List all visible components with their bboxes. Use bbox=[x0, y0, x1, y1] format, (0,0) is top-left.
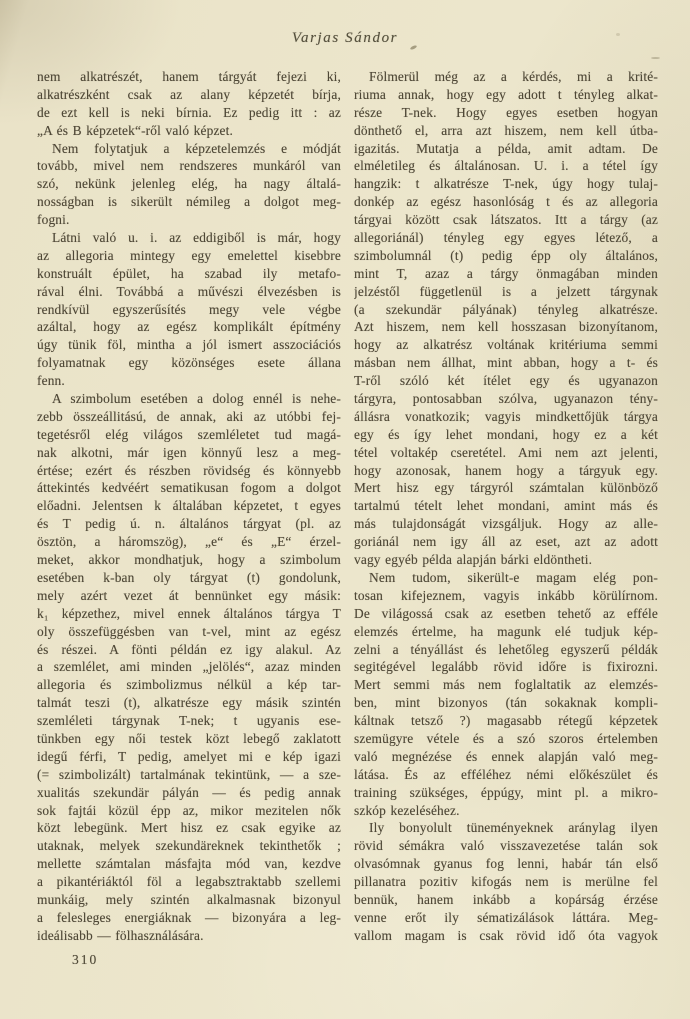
text-line: a szemlélet, ami minden „jelölés“, azaz minden bbox=[37, 659, 341, 675]
text-line: azáltal, hogy az egész komplikált építmény bbox=[37, 319, 341, 335]
paragraph bbox=[37, 140, 341, 229]
text-line: szimbolumnál (t) pedig épp oly általános, bbox=[354, 247, 658, 263]
text-line: Látni való u. i. az eddigiből is már, hogy bbox=[52, 230, 341, 246]
text-line: látása. És az efféléhez némi előkészület és bbox=[354, 766, 658, 782]
text-line: vagy egyéb példa alapján bárki eldöntheti. bbox=[354, 552, 593, 568]
text-line: rával élni. Továbbá a művészi élvezésben is bbox=[37, 283, 341, 299]
text-line: sok fajtái közül épp az, mikor mezitelen nők bbox=[37, 802, 341, 818]
text-line: utaknak, melyek szekundäreknek tekinthetők ; bbox=[37, 838, 341, 854]
text-line: bennük, hanem inkább a kopárság érzése bbox=[354, 891, 658, 907]
text-line: Mert hisz egy tárgyról számtalan különböző bbox=[354, 480, 658, 496]
text-line: más tulajdonságát vizsgáljuk. Hogy az alle- bbox=[354, 516, 658, 532]
text-line: „A és B képzetek“-ről való képzet. bbox=[37, 122, 233, 138]
text-line: A szimbolum esetében a dolog ennél is nehe- bbox=[52, 391, 341, 407]
paragraph bbox=[354, 819, 658, 944]
text-line: állásra vonatkozik; vagyis mindkettőjük tárgya bbox=[354, 408, 658, 424]
text-line: másban nem állhat, mint abban, hogy a t- és bbox=[354, 355, 658, 371]
text-line: mint T, azaz a tárgy önmagában minden bbox=[354, 265, 658, 281]
text-line: k₁ képzethez, mivel ennek általános tárgya T bbox=[37, 605, 341, 621]
text-line: és T pedig ú. n. általános tárgyat (pl. az bbox=[37, 516, 341, 532]
text-line: meket, akkor mondhatjuk, hogy a szimbolum bbox=[37, 552, 341, 568]
text-line: zelni a tényállást és lehetőleg egyszerű példák bbox=[354, 641, 658, 657]
paragraph bbox=[354, 68, 658, 569]
text-line: Nem folytatjuk a képzetelemzés e módját bbox=[52, 140, 341, 156]
text-line: allegoriánál) tényleg egy egyes létező, a bbox=[354, 230, 658, 246]
text-line: szemügyre vétele és a szó szoros értelemben bbox=[354, 730, 658, 746]
text-line: igazitás. Mutatja a példa, amit adtam. De bbox=[354, 140, 658, 156]
text-line: tétel voltakép cseretétel. Ami nem azt jelenti, bbox=[354, 444, 658, 460]
text-line: donkép az egész hasonlóság t és az allegoria bbox=[354, 194, 658, 210]
text-line: riuma annak, hogy egy adott t tényleg alkat- bbox=[354, 86, 658, 102]
text-line: tegetésről elég világos szemléletet tud magá- bbox=[37, 426, 341, 442]
text-line: egy és így lehet mondani, hogy ez a két bbox=[354, 426, 658, 442]
text-line: hangzik: t alkatrésze T-nek, úgy hogy tulaj- bbox=[354, 176, 658, 192]
text-line: Azt hiszem, nem kell hosszasan bizonyítanom, bbox=[354, 319, 658, 335]
text-line: előadni. Jelentsen k általában képzetet, t egyes bbox=[37, 498, 341, 514]
left-column bbox=[37, 68, 341, 945]
text-line: rövid sémákra való visszavezetése talán sok bbox=[354, 838, 658, 854]
text-line: tartalmú tételt lehet mondani, amint más és bbox=[354, 498, 658, 514]
text-line: allegoria és szimbolizmus nélkül a kép tar- bbox=[37, 677, 341, 693]
text-line: jelzéstől függetlenül is a jelzett tárgynak bbox=[354, 283, 658, 299]
text-line: a pikantériáktól föl a legabsztraktabb szellemi bbox=[37, 874, 341, 890]
text-line: nem alkatrészét, hanem tárgyát fejezi ki, bbox=[37, 69, 341, 84]
text-line: T-ről szóló két ítélet egy és ugyanazon bbox=[354, 373, 658, 389]
text-line: (= szimbolizált) tartalmának tekintünk, — a sze- bbox=[37, 766, 341, 782]
text-line: a felesleges energiáknak — bizonyára a leg- bbox=[37, 909, 341, 925]
text-line: mely azért vezet át bennünket egy másik: bbox=[37, 587, 341, 603]
text-line: szó, nekünk jelenleg elég, ha nagy általá- bbox=[37, 176, 341, 192]
text-line: alkatrészként csak az alany képzetét bírja, bbox=[37, 86, 341, 102]
text-line: fogni. bbox=[37, 212, 70, 228]
text-columns bbox=[37, 68, 658, 945]
text-line: való megnézése és ennek alapján való meg- bbox=[354, 748, 658, 764]
text-line: szemléleti tárgynak T-nek; t ugyanis ese- bbox=[37, 713, 341, 729]
text-line: xualitás szekundär pályán — és pedig annak bbox=[37, 784, 341, 800]
text-line: venne erőt ily sématizálások láttára. Meg- bbox=[354, 909, 658, 925]
text-line: konstruált épület, ha szabad ily metafo- bbox=[37, 265, 341, 281]
text-line: Mert semmi más nem foglaltatik az elemzés- bbox=[354, 677, 658, 693]
text-line: úgy tünik föl, mintha a jól ismert asszociációs bbox=[37, 337, 341, 353]
text-line: rendkívül egyszerűsítés megy vele végbe bbox=[37, 301, 341, 317]
text-line: dönthető el, arra azt hiszem, nem kell útba- bbox=[354, 122, 658, 138]
text-line: pillanatra pozitiv kifogás nem is merülne fel bbox=[354, 874, 658, 890]
text-line: munkáig, mely szintén alkalmasnak bizonyul bbox=[37, 891, 341, 907]
page-number: 310 bbox=[72, 952, 99, 967]
text-line: segitégével legalább rövid időre is fixirozni. bbox=[354, 659, 658, 675]
text-line: tünkben egy női testek közt lebegő zaklatott bbox=[37, 730, 341, 746]
text-line: goriánál nem igy áll az eset, azt az adott bbox=[354, 534, 658, 550]
text-line: elméletileg és általánosan. U. i. a tétel így bbox=[354, 158, 658, 174]
text-line: olvasómnak gyanus fog lenni, habár tán első bbox=[354, 856, 658, 872]
text-line: mellette számtalan másfajta mód van, kezdve bbox=[37, 856, 341, 872]
text-line: része T-nek. Hogy egyes esetben hogyan bbox=[354, 104, 658, 120]
text-line: esetében k-ban oly tárgyat (t) gondolunk, bbox=[37, 569, 341, 585]
text-line: hogy az alkatrész voltának kritériuma semmi bbox=[354, 337, 658, 353]
text-line: szkóp kezeléséhez. bbox=[354, 802, 460, 818]
text-line: Ily bonyolult tüneményeknek aránylag ilyen bbox=[369, 820, 658, 836]
paragraph bbox=[37, 229, 341, 390]
text-line: ösztön, a háromszög), „e“ és „E“ érzel- bbox=[37, 534, 341, 550]
text-line: training szükséges, éppúgy, mint pl. a mikro- bbox=[354, 784, 658, 800]
text-line: Fölmerül még az a kérdés, mi a krité- bbox=[369, 69, 658, 84]
text-line: hogy azonosak, hanem hogy a tárgyuk egy. bbox=[354, 462, 658, 478]
text-line: oly összefüggésben van t-vel, mint az egész bbox=[37, 623, 341, 639]
text-line: fenn. bbox=[37, 373, 65, 389]
text-line: tárgyai között csak látszatos. Itt a tárgy (az bbox=[354, 212, 658, 228]
text-line: idegű férfi, T pedig, amelyet mi e kép igazi bbox=[37, 748, 341, 764]
text-line: az allegoria mintegy egy emelettel kisebbre bbox=[37, 247, 341, 263]
text-line: áttekintés kedvéért sematikusan fogom a dolgot bbox=[37, 480, 341, 496]
paragraph bbox=[354, 569, 658, 819]
text-line: ben, mint bizonyos (tán sokaknak kompli- bbox=[354, 695, 658, 711]
text-line: tosan kifejeznem, vagyis inkább körülírnom. bbox=[354, 587, 658, 603]
ink-speck bbox=[651, 57, 660, 59]
text-line: nak alkotni, már igen könnyű lesz a meg- bbox=[37, 444, 341, 460]
text-line: káltnak tetsző ?) magasabb rétegű képzetek bbox=[354, 713, 658, 729]
running-header: Varjas Sándor bbox=[291, 30, 399, 46]
text-line: Nem tudom, sikerült-e magam elég pon- bbox=[369, 569, 658, 585]
ink-speck bbox=[616, 33, 620, 36]
text-line: folyamatnak egy közönséges esete állana bbox=[37, 355, 341, 371]
right-column bbox=[354, 68, 658, 945]
text-line: ideálisabb — fölhasználására. bbox=[37, 927, 204, 943]
text-line: de ezt kell is neki bírnia. Ez pedig itt : az bbox=[37, 104, 341, 120]
text-line: tovább, mivel nem rendszeres munkáról van bbox=[37, 158, 341, 174]
paragraph bbox=[37, 68, 341, 140]
text-line: zebb összeállitású, de annak, aki az utóbbi fej- bbox=[37, 408, 341, 424]
text-line: és részei. A fönti példán ez igy alakul. Az bbox=[37, 641, 341, 657]
text-line: tárgyra, pontosabban szólva, ugyanazon tény- bbox=[354, 391, 658, 407]
text-line: talmát teszi (t), alkatrésze egy másik szintén bbox=[37, 695, 341, 711]
text-line: értése; ezért és részben rövidség és könnyebb bbox=[37, 462, 341, 478]
text-line: közt lebegünk. Mert hisz ez csak egyike az bbox=[37, 820, 341, 836]
text-line: De világossá csak az esetben tehető az efféle bbox=[354, 605, 658, 621]
paragraph bbox=[37, 390, 341, 945]
text-line: vallom magam is csak rövid idő óta vagyok bbox=[354, 927, 658, 943]
text-line: (a szekundär pályának) tényleg alkatrésze. bbox=[354, 301, 658, 317]
text-line: elemzés értelme, ha magunk elé tudjuk kép- bbox=[354, 623, 658, 639]
text-line: nosságban is sikerült némileg a dolgot meg- bbox=[37, 194, 341, 210]
